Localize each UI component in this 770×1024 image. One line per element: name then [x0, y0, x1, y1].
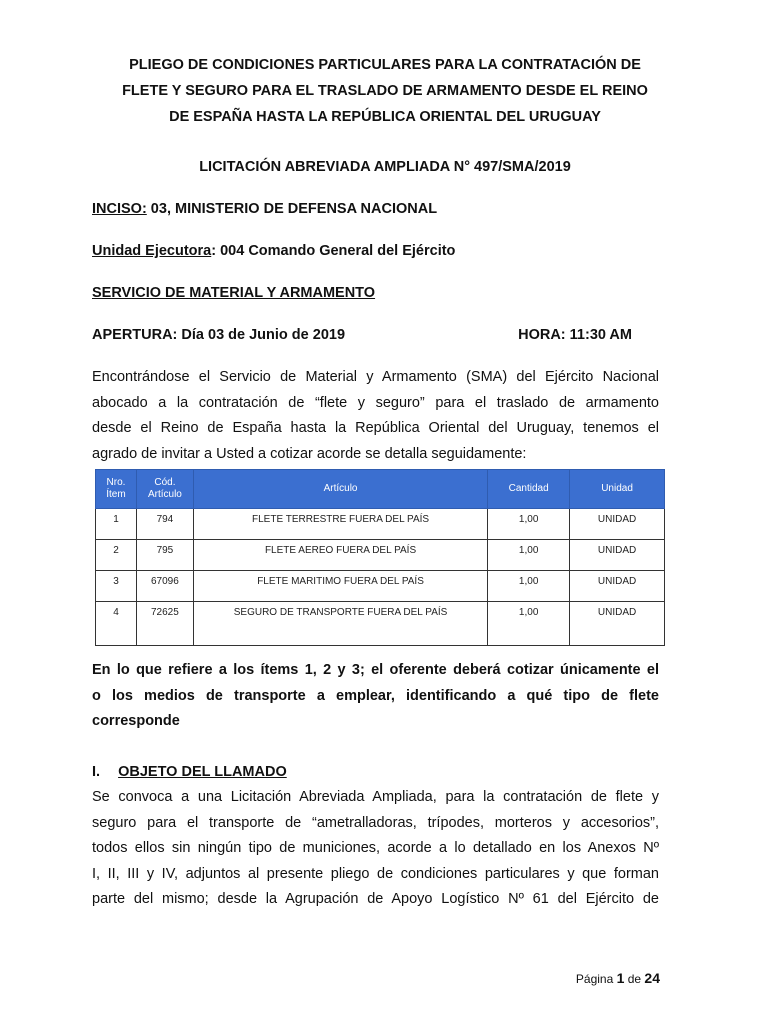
page-number-footer [576, 970, 660, 986]
cell-codigo: 795 [136, 540, 193, 571]
cell-nro: 4 [96, 602, 137, 646]
paragraph-line: agrado de invitar a Usted a cotizar acorde se detalla seguidamente: [92, 445, 527, 462]
cell-codigo: 67096 [136, 571, 193, 602]
table-row [96, 602, 665, 646]
header-cantidad: Cantidad [488, 470, 570, 509]
table-header-row [96, 470, 665, 509]
cell-cantidad: 1,00 [488, 602, 570, 646]
footer-prefix: Página [575, 972, 617, 986]
unidad-ejecutora-line [92, 238, 455, 264]
intro-paragraph [92, 365, 659, 467]
cell-articulo: FLETE AEREO FUERA DEL PAÍS [193, 540, 487, 571]
footer-mid: de [624, 972, 645, 986]
cell-articulo: SEGURO DE TRANSPORTE FUERA DEL PAÍS [193, 602, 487, 646]
header-nro-item: Nro. Ítem [96, 470, 137, 509]
cell-articulo: FLETE MARITIMO FUERA DEL PAÍS [193, 571, 487, 602]
cell-cantidad: 1,00 [488, 509, 570, 540]
cell-cantidad: 1,00 [488, 571, 570, 602]
items-table [95, 469, 665, 646]
apertura-line [92, 322, 632, 348]
section-title: OBJETO DEL LLAMADO [118, 764, 287, 780]
inciso-line [92, 196, 437, 222]
cell-unidad: UNIDAD [570, 602, 665, 646]
cell-unidad: UNIDAD [570, 509, 665, 540]
header-unidad: Unidad [570, 470, 665, 509]
paragraph-line: Se convoca a una Licitación Abreviada Ampliada, para la contratación de flete y [92, 789, 659, 805]
inciso-value: 03, MINISTERIO DE DEFENSA NACIONAL [146, 201, 438, 217]
unidad-ejecutora-value: : 004 Comando General del Ejército [211, 243, 456, 259]
paragraph-line: corresponde [92, 713, 180, 730]
title-line: DE ESPAÑA HASTA LA REPÚBLICA ORIENTAL DEL URUGUAY [169, 109, 601, 125]
title-line: PLIEGO DE CONDICIONES PARTICULARES PARA LA CONTRATACIÓN DE [129, 57, 641, 73]
cell-unidad: UNIDAD [570, 571, 665, 602]
header-cod-articulo: Cód. Artículo [136, 470, 193, 509]
apertura-hora: HORA: 11:30 AM [518, 327, 632, 343]
document-title [70, 52, 700, 130]
cell-unidad: UNIDAD [570, 540, 665, 571]
paragraph-line: I, II, III y IV, adjuntos al presente pliego de condiciones particulares y que forman [92, 865, 659, 882]
note-paragraph [92, 658, 659, 735]
table-row [96, 509, 665, 540]
paragraph-line: parte del mismo; desde la Agrupación de Apoyo Logístico Nº 61 del Ejército de [92, 891, 659, 908]
current-page: 1 [616, 970, 625, 986]
cell-nro: 1 [96, 509, 137, 540]
servicio-heading: SERVICIO DE MATERIAL Y ARMAMENTO [92, 285, 376, 301]
paragraph-line: seguro para el transporte de “ametralladoras, trípodes, morteros y accesorios”, [92, 814, 659, 831]
paragraph-line: En lo que refiere a los ítems 1, 2 y 3; el oferente deberá cotizar únicamente el [92, 662, 659, 678]
objeto-paragraph [92, 785, 659, 913]
paragraph-line: todos ellos sin ningún tipo de municiones, acorde a lo detallado en los Anexos Nº [92, 840, 659, 857]
cell-codigo: 794 [136, 509, 193, 540]
unidad-ejecutora-label: Unidad Ejecutora [92, 243, 212, 259]
apertura-fecha: APERTURA: Día 03 de Junio de 2019 [92, 327, 346, 343]
cell-nro: 3 [96, 571, 137, 602]
paragraph-line: o los medios de transporte a emplear, identificando a qué tipo de flete [92, 687, 659, 704]
paragraph-line: abocado a la contratación de “flete y seguro” para el traslado de armamento [92, 394, 659, 411]
total-pages: 24 [644, 970, 660, 986]
cell-codigo: 72625 [136, 602, 193, 646]
cell-nro: 2 [96, 540, 137, 571]
table-row [96, 540, 665, 571]
cell-cantidad: 1,00 [488, 540, 570, 571]
inciso-label: INCISO: [92, 201, 147, 217]
header-articulo: Artículo [193, 470, 487, 509]
table-row [96, 571, 665, 602]
licitacion-number: LICITACIÓN ABREVIADA AMPLIADA N° 497/SMA/2019 [199, 159, 571, 175]
title-line: FLETE Y SEGURO PARA EL TRASLADO DE ARMAMENTO DESDE EL REINO [122, 83, 648, 99]
section-number: I. [92, 764, 101, 780]
cell-articulo: FLETE TERRESTRE FUERA DEL PAÍS [193, 509, 487, 540]
paragraph-line: desde el Reino de España hasta la República Oriental del Uruguay, tenemos el [92, 420, 659, 437]
section-heading [92, 759, 287, 785]
paragraph-line: Encontrándose el Servicio de Material y Armamento (SMA) del Ejército Nacional [92, 369, 659, 385]
